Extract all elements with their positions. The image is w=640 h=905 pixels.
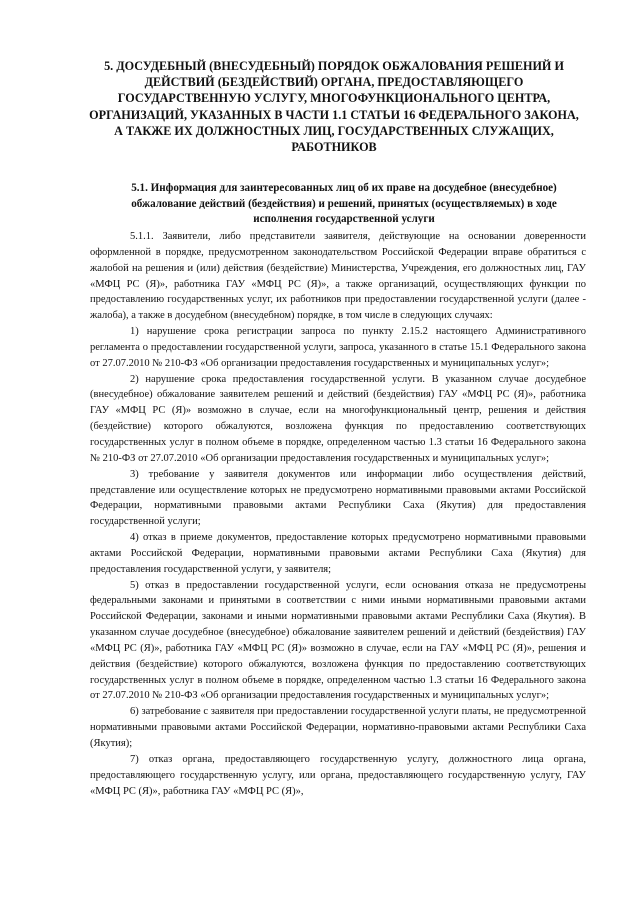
section-title: 5. ДОСУДЕБНЫЙ (ВНЕСУДЕБНЫЙ) ПОРЯДОК ОБЖАЛОВАНИЯ РЕШЕНИЙ И ДЕЙСТВИЙ (БЕЗДЕЙСТВИЙ) ОРГАНА, ПРЕДОСТАВЛЯЮЩЕГО ГОСУДАРСТВЕННУЮ УСЛУГУ, МНОГОФУНКЦИОНАЛЬНОГО ЦЕНТРА, ОРГАНИЗАЦИЙ, УКАЗАННЫХ В ЧАСТИ 1.1 СТАТЬИ 16 ФЕДЕРАЛЬНОГО ЗАКОНА, А ТАКЖЕ ИХ ДОЛЖНОСТНЫХ ЛИЦ, ГОСУДАРСТВЕННЫХ СЛУЖАЩИХ, РАБОТНИКОВ	[89, 59, 579, 155]
list-item-3: 3) требование у заявителя документов или информации либо осуществления действий, представление или осуществление которых не предусмотрено нормативными правовыми актами Российской Федерации, нормативными правовыми актами Республики Саха (Якутия) для предоставления государственной услуги;	[90, 468, 586, 528]
list-item-7: 7) отказ органа, предоставляющего государственную услугу, должностного лица органа, предоставляющего государственную услугу, или органа, предоставляющего государственную услугу, ГАУ «МФЦ РС (Я)», работника ГАУ «МФЦ РС (Я)»,	[90, 753, 586, 797]
list-item-6: 6) затребование с заявителя при предоставлении государственной услуги платы, не предусмотренной нормативными правовыми актами Российской Федерации, нормативно-правовыми актами Республики Саха (Якутия);	[90, 706, 586, 749]
list-item-1: 1) нарушение срока регистрации запроса по пункту 2.15.2 настоящего Административного регламента о предоставлении государственной услуги, запроса, указанного в статье 15.1 Федерального закона от 27.07.2010 № 210-ФЗ «Об организации предоставления государственных и муниципальных услуг»;	[90, 326, 586, 369]
list-item-2: 2) нарушение срока предоставления государственной услуги. В указанном случае досудебное (внесудебное) обжалование заявителем решений и действий (бездействия) ГАУ «МФЦ РС (Я)», работника ГАУ «МФЦ РС (Я)» возможно в случае, если на многофункциональный центр, решения и действия (бездействие) которого обжалуются, возложена функция по предоставлению соответствующих государственных услуг в полном объеме в порядке, определенном частью 1.3 статьи 16 Федерального закона № 210-ФЗ от 27.07.2010 «Об организации предоставления государственных и муниципальных услуг»;	[90, 373, 586, 464]
list-item-5: 5) отказ в предоставлении государственной услуги, если основания отказа не предусмотрены федеральными законами и принятыми в соответствии с ними иными нормативными правовыми актами Российской Федерации, законами и иными нормативными правовыми актами Республики Саха (Якутия). В указанном случае досудебное (внесудебное) обжалование заявителем решений и действий (бездействия) ГАУ «МФЦ РС (Я)», работника ГАУ «МФЦ РС (Я)» возможно в случае, если на ГАУ «МФЦ РС (Я)», решения и действия (бездействие) которого обжалуются, возложена функция по предоставлению соответствующих государственных услуг в полном объеме в порядке, определенном частью 1.3 статьи 16 Федерального закона от 27.07.2010 № 210-ФЗ «Об организации предоставления государственных и муниципальных услуг»;	[90, 579, 586, 702]
paragraph-5-1-1: 5.1.1. Заявители, либо представители заявителя, действующие на основании доверенности оформленной в порядке, предусмотренном законодательством Российской Федерации вправе обратиться с жалобой на решения и (или) действия (бездействие) Министерства, Учреждения, его должностных лиц, ГАУ «МФЦ РС (Я)», работника ГАУ «МФЦ РС (Я)», а также организаций, осуществляющих функции по предоставлению государственных услуг, их работников при предоставлении государственной услуги (далее - жалоба), а также в досудебном (внесудебном) порядке, в том числе в следующих случаях:	[90, 231, 586, 322]
subsection-title: 5.1. Информация для заинтересованных лиц об их праве на досудебное (внесудебное) обжалование действий (бездействия) и решений, принятых (осуществляемых) в ходе исполнения государственной услуги	[131, 182, 557, 226]
list-item-4: 4) отказ в приеме документов, предоставление которых предусмотрено нормативными правовыми актами Российской Федерации, нормативными правовыми актами Республики Саха (Якутия) для предоставления государственной услуги, у заявителя;	[90, 532, 586, 575]
document-body	[90, 229, 586, 799]
